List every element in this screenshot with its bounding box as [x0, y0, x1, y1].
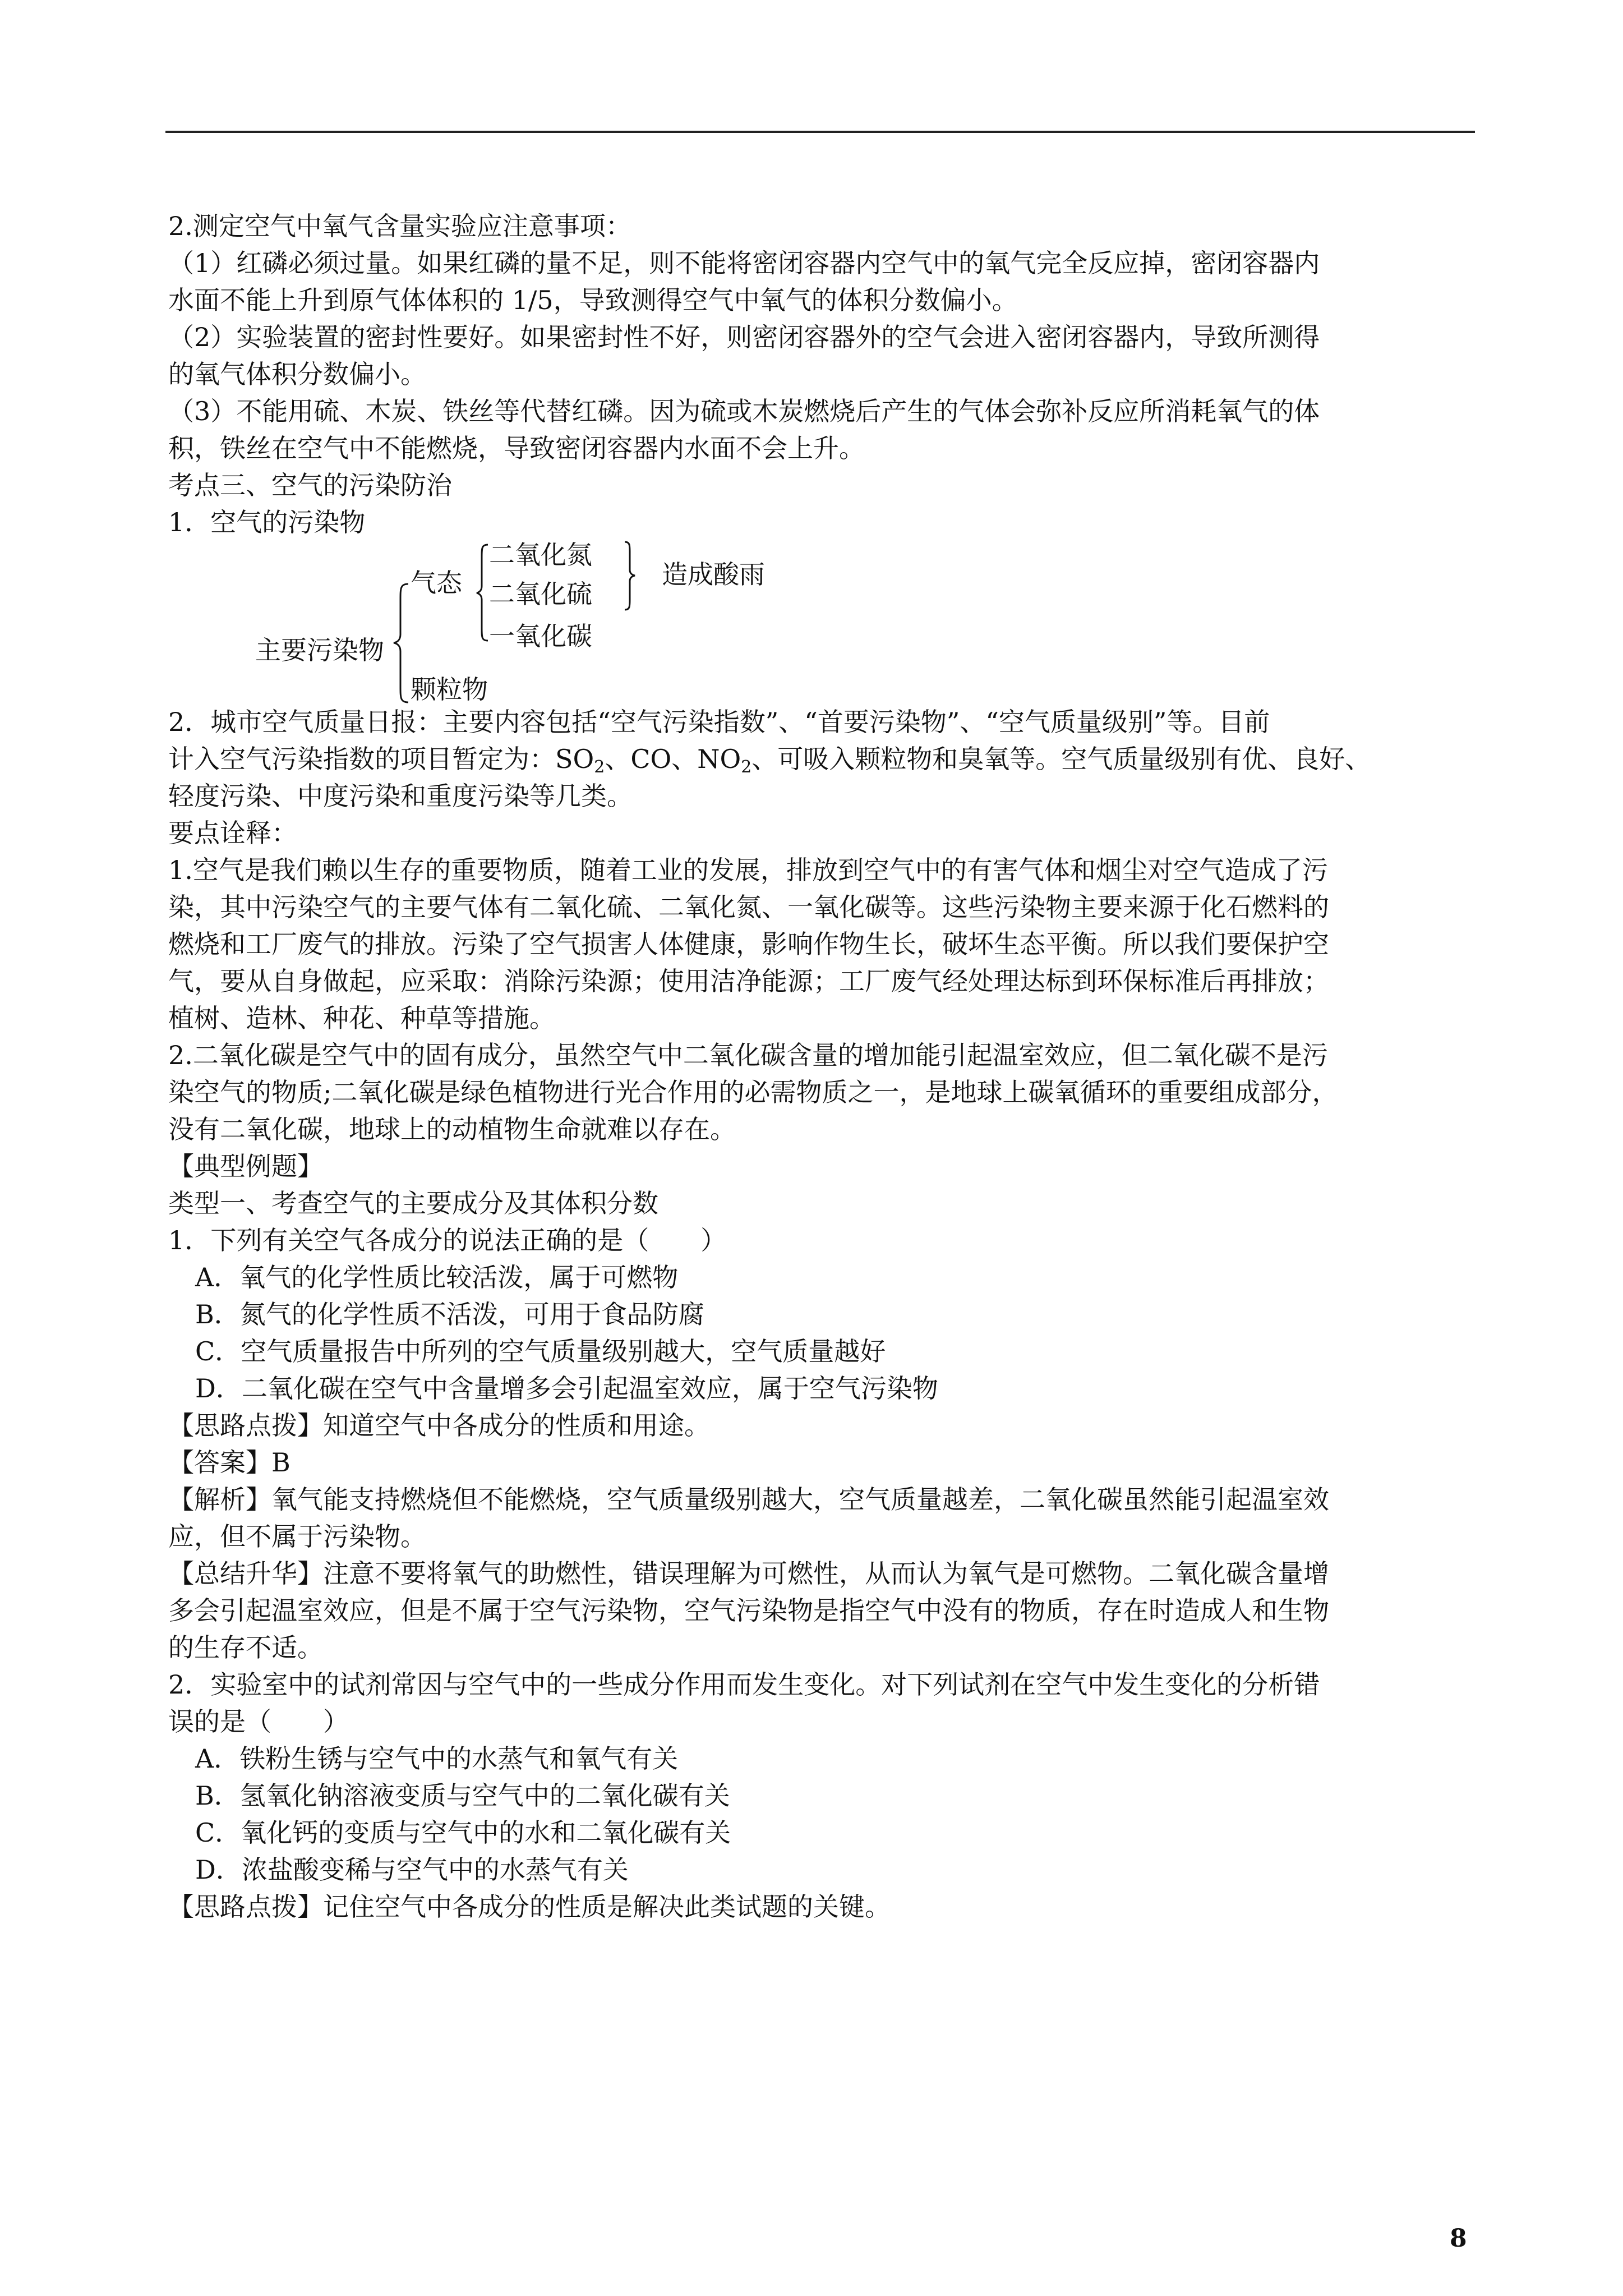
option: B．氢氧化钠溶液变质与空气中的二氧化碳有关 [195, 1780, 730, 1811]
text-line: 【总结升华】注意不要将氧气的助燃性，错误理解为可燃性，从而认为氧气是可燃物。二氧化碳含量增 [168, 1558, 1329, 1589]
text-line: 1.空气是我们赖以生存的重要物质，随着工业的发展，排放到空气中的有害气体和烟尘对空气造成了污 [168, 855, 1328, 885]
option: A．氧气的化学性质比较活泼，属于可燃物 [195, 1262, 679, 1292]
text-line: 积，铁丝在空气中不能燃烧，导致密闭容器内水面不会上升。 [168, 433, 865, 463]
left-brace-icon [393, 583, 409, 703]
header-rule [165, 131, 1475, 133]
text-line: 【答案】B [168, 1447, 291, 1478]
text-line: （3）不能用硫、木炭、铁丝等代替红磷。因为硫或木炭燃烧后产生的气体会弥补反应所消耗氧气的体 [168, 396, 1320, 426]
diagram-pollutant-item: 二氧化氮 [489, 540, 592, 570]
page-number: 8 [1450, 2224, 1467, 2253]
text-line: 【思路点拨】知道空气中各成分的性质和用途。 [168, 1410, 710, 1441]
text-line: 多会引起温室效应，但是不属于空气污染物，空气污染物是指空气中没有的物质，存在时造成人和生物 [168, 1595, 1329, 1626]
text-line: 误的是（ ） [168, 1706, 349, 1737]
text-line: 1．空气的污染物 [168, 507, 366, 537]
option: C．氧化钙的变质与空气中的水和二氧化碳有关 [195, 1818, 731, 1848]
text-line: 【解析】氧气能支持燃烧但不能燃烧，空气质量级别越大，空气质量越差，二氧化碳虽然能引起温室效 [168, 1484, 1329, 1515]
option: B．氮气的化学性质不活泼，可用于食品防腐 [195, 1299, 704, 1329]
text-line: 应，但不属于污染物。 [168, 1521, 426, 1552]
text-line: 没有二氧化碳，地球上的动植物生命就难以存在。 [168, 1114, 736, 1144]
diagram-particles-label: 颗粒物 [411, 674, 488, 705]
text-line: 2.二氧化碳是空气中的固有成分，虽然空气中二氧化碳含量的增加能引起温室效应，但二氧化碳不是污 [168, 1040, 1328, 1070]
diagram-pollutant-item: 二氧化硫 [489, 579, 592, 609]
text-line: 要点诠释： [168, 818, 297, 848]
text-line: 轻度污染、中度污染和重度污染等几类。 [168, 781, 633, 811]
document-body [168, 208, 1481, 1925]
diagram-main-label: 主要污染物 [255, 635, 384, 665]
text-line: 类型一、考查空气的主要成分及其体积分数 [168, 1188, 658, 1218]
text-line: 计入空气污染指数的项目暂定为：$SO_2$、CO、$NO_2$、可吸入颗粒物和臭氧等。空气质量级别有优、良好、 [168, 744, 1371, 777]
text-line: （1）红磷必须过量。如果红磷的量不足，则不能将密闭容器内空气中的氧气完全反应掉，密闭容器内 [168, 248, 1320, 278]
text-line: 燃烧和工厂废气的排放。污染了空气损害人体健康，影响作物生长，破坏生态平衡。所以我们要保护空 [168, 929, 1329, 959]
text-line: 【思路点拨】记住空气中各成分的性质是解决此类试题的关键。 [168, 1892, 891, 1922]
left-brace-icon [476, 544, 489, 642]
text-line: 水面不能上升到原气体体积的 1/5，导致测得空气中氧气的体积分数偏小。 [168, 285, 1018, 315]
diagram-pollutant-item: 一氧化碳 [489, 621, 592, 651]
text-line: 的氧气体积分数偏小。 [168, 359, 426, 389]
text-line: 气，要从自身做起，应采取：消除污染源；使用洁净能源；工厂废气经处理达标到环保标准后再排放； [168, 966, 1329, 996]
pollutant-diagram [168, 541, 1481, 703]
diagram-gas-label: 气态 [411, 568, 462, 598]
text-line: 2．城市空气质量日报：主要内容包括“空气污染指数”、“首要污染物”、“空气质量级别”等。目前 [168, 707, 1270, 737]
right-brace-icon [624, 541, 636, 611]
option: C．空气质量报告中所列的空气质量级别越大，空气质量越好 [195, 1336, 886, 1366]
section-heading: 考点三、空气的污染防治 [168, 470, 452, 500]
text-line: 染空气的物质;二氧化碳是绿色植物进行光合作用的必需物质之一，是地球上碳氧循环的重要组成部分， [168, 1077, 1338, 1107]
question: 2．实验室中的试剂常因与空气中的一些成分作用而发生变化。对下列试剂在空气中发生变化的分析错 [168, 1669, 1320, 1700]
option: D．浓盐酸变稀与空气中的水蒸气有关 [195, 1855, 629, 1885]
option: A．铁粉生锈与空气中的水蒸气和氧气有关 [195, 1743, 679, 1774]
section-heading: 【典型例题】 [168, 1151, 323, 1181]
text-line: 的生存不适。 [168, 1632, 323, 1663]
text-line: 2.测定空气中氧气含量实验应注意事项： [168, 211, 631, 241]
text-line: 染，其中污染空气的主要气体有二氧化硫、二氧化氮、一氧化碳等。这些污染物主要来源于化石燃料的 [168, 892, 1329, 922]
question: 1．下列有关空气各成分的说法正确的是（ ） [168, 1225, 727, 1255]
option: D．二氧化碳在空气中含量增多会引起温室效应，属于空气污染物 [195, 1373, 938, 1404]
text-line: 植树、造林、种花、种草等措施。 [168, 1003, 555, 1033]
text-line: （2）实验装置的密封性要好。如果密封性不好，则密闭容器外的空气会进入密闭容器内，导致所测得 [168, 322, 1320, 352]
diagram-effect-label: 造成酸雨 [662, 559, 765, 590]
